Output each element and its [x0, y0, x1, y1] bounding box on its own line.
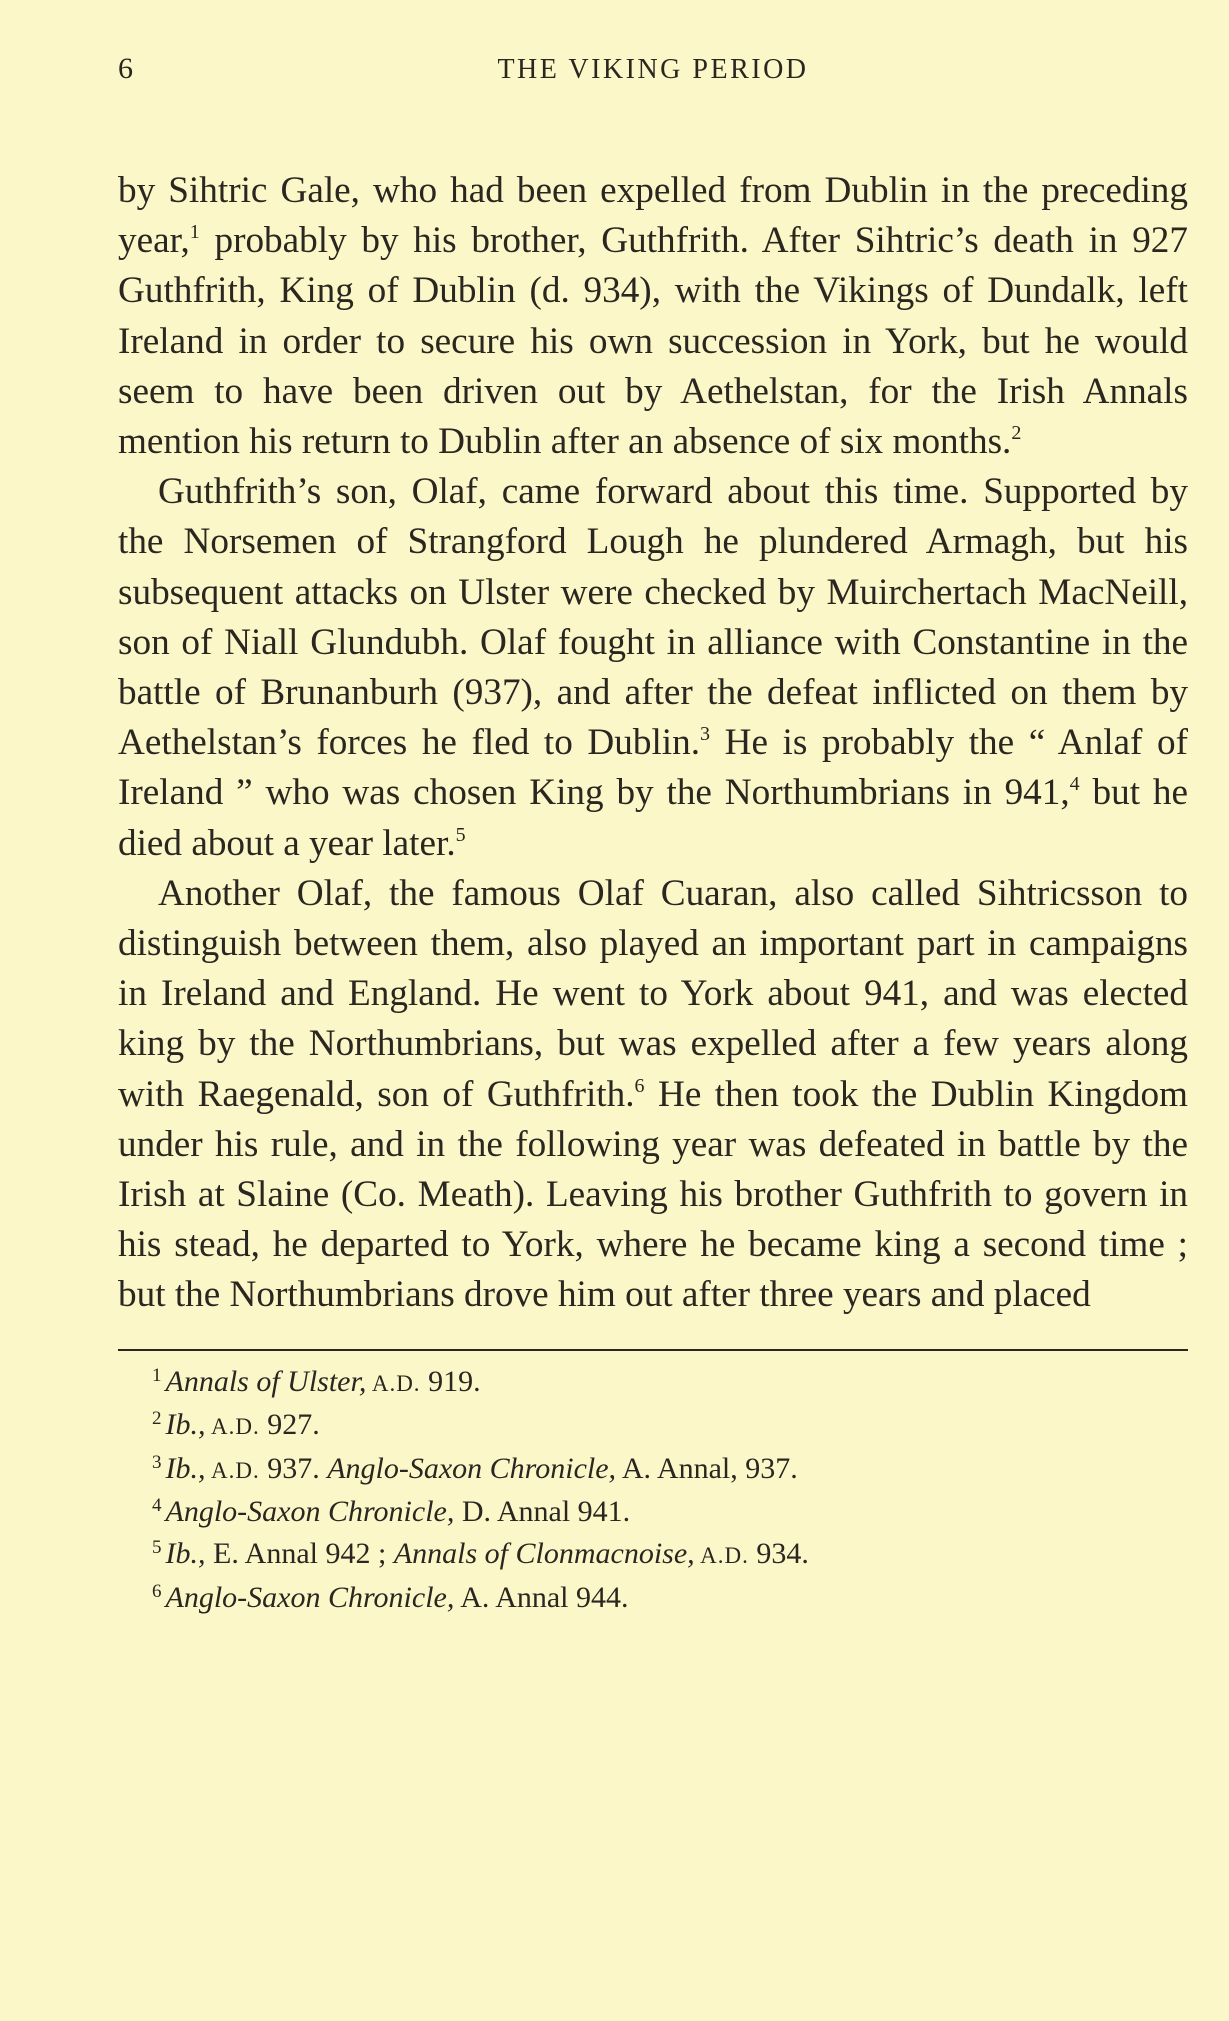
- footnote-text: A.D.: [205, 1457, 260, 1483]
- paragraph-text: Guthfrith’s son, Olaf, came forward about this time. Supported by the Norsemen of Strangford Lough he plundered Armagh, but his subsequent attacks on Ulster were checked by Muirchertach MacNeill, son of Niall Glundubh. Olaf fought in alliance with Constantine in the battle of Brunanburh (937), and after the defeat inflicted on them by Aethelstan’s forces he fled to Dublin.: [118, 471, 1188, 764]
- footnote-reference: 4: [1069, 773, 1080, 796]
- footnote-mark: 2: [152, 1408, 162, 1430]
- footnote-text: Anglo-Saxon Chronicle,: [165, 1495, 455, 1529]
- footnote-text: 927.: [259, 1408, 320, 1442]
- footnote-reference: 5: [455, 823, 466, 846]
- footnote-text: A.D.: [694, 1543, 749, 1569]
- running-title: THE VIKING PERIOD: [497, 54, 809, 85]
- footnote-text: A. Annal 944.: [454, 1580, 629, 1614]
- footnote: [152, 1361, 1188, 1405]
- paragraph: [118, 166, 1188, 467]
- footnote-text: A.D.: [366, 1370, 421, 1396]
- paragraph-text: by Sihtric Gale, who had been expelled from Dublin in the preceding year,: [118, 170, 1188, 262]
- footnote-text: Ib.,: [165, 1537, 206, 1571]
- book-page: [118, 40, 1188, 2000]
- footnote: [152, 1577, 1188, 1619]
- footnote-text: 934.: [748, 1537, 809, 1571]
- footnote-reference: 1: [189, 221, 200, 244]
- footnote-mark: 4: [152, 1495, 162, 1517]
- footnote: [152, 1448, 1188, 1492]
- body-text: [118, 166, 1188, 1321]
- paragraph-text: Another Olaf, the famous Olaf Cuaran, also called Sihtricsson to distinguish between them, also played an important part in campaigns in Ireland and England. He went to York about 941, and was elected king by the Northumbrians, but was expelled after a few years along with Raegenald, son of Guthfrith.: [118, 872, 1188, 1115]
- footnote-text: Ib.,: [165, 1408, 206, 1442]
- footnote-text: Ib.,: [165, 1451, 206, 1485]
- footnote-text: Anglo-Saxon Chronicle,: [327, 1451, 617, 1485]
- footnote-reference: 3: [700, 723, 711, 746]
- footnote: [152, 1491, 1188, 1533]
- footnote-rule: [118, 1349, 1188, 1351]
- footnote-reference: 6: [634, 1074, 645, 1097]
- footnote-text: 937.: [259, 1451, 328, 1485]
- page-number: 6: [118, 52, 135, 85]
- paragraph-text: but he died about a year later.: [118, 772, 1188, 864]
- paragraph: [118, 869, 1188, 1321]
- footnote: [152, 1533, 1188, 1577]
- footnote-text: Anglo-Saxon Chronicle,: [165, 1580, 455, 1614]
- paragraph-text: probably by his brother, Guthfrith. After Sihtric’s death in 927 Guthfrith, King of Dublin (d. 934), with the Vikings of Dundalk, left Ireland in order to secure his own succession in York, but he would seem to have been driven out by Aethelstan, for the Irish Annals mention his return to Dublin after an absence of six months.: [118, 220, 1188, 463]
- footnote-text: A.D.: [205, 1414, 260, 1440]
- footnote-text: D. Annal 941.: [454, 1495, 631, 1529]
- footnote: [152, 1404, 1188, 1448]
- footnotes: [152, 1361, 1188, 1619]
- footnote-mark: 3: [152, 1451, 162, 1473]
- footnote-reference: 2: [1011, 422, 1022, 445]
- footnote-text: E. Annal 942 ;: [205, 1537, 394, 1571]
- running-head: [118, 40, 1188, 100]
- footnote-mark: 6: [152, 1580, 162, 1602]
- paragraph: [118, 467, 1188, 869]
- footnote-text: Annals of Clonmacnoise,: [393, 1537, 695, 1571]
- footnote-text: 919.: [420, 1364, 481, 1398]
- footnote-mark: 5: [152, 1537, 162, 1559]
- footnote-text: Annals of Ulster,: [165, 1364, 367, 1398]
- paragraph-text: He then took the Dublin Kingdom under his rule, and in the following year was defeated in battle by the Irish at Slaine (Co. Meath). Leaving his brother Guthfrith to govern in his stead, he departed to York, where he became king a second time ; but the Northumbrians drove him out after three years and placed: [118, 1073, 1188, 1316]
- footnote-text: A. Annal, 937.: [616, 1451, 798, 1485]
- footnote-mark: 1: [152, 1364, 162, 1386]
- paragraph-text: He is probably the “ Anlaf of Ireland ” who was chosen King by the Northumbrians in 941,: [118, 722, 1188, 814]
